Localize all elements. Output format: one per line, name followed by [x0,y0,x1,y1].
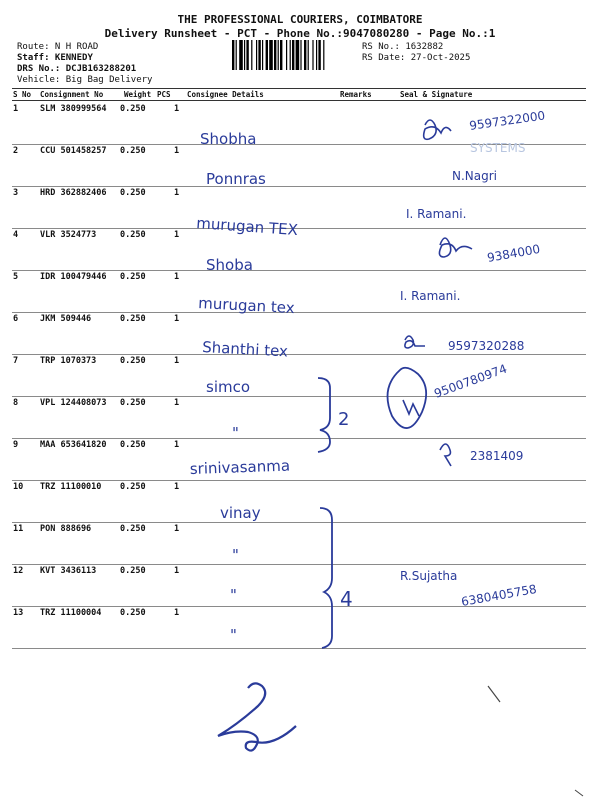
pcs-cell: 1 [174,608,180,618]
table-row [12,606,586,649]
sno-cell: 1 [13,104,19,114]
pcs-cell: 1 [174,440,180,450]
col-pcs: PCS [157,90,171,99]
pcs-cell: 1 [174,104,180,114]
handwritten-consignee: Shobha [200,130,257,148]
staff-label: Staff: KENNEDY [17,53,93,63]
weight-cell: 0.250 [120,104,146,114]
consignment-cell: PON 888696 [40,524,92,534]
weight-cell: 0.250 [120,356,146,366]
sno-cell: 13 [13,608,24,618]
sno-cell: 7 [13,356,19,366]
weight-cell: 0.250 [120,272,146,282]
sno-cell: 11 [13,524,24,534]
handwritten-seal-signature: 9597322000 [468,108,547,133]
handwritten-consignee: srinivasanma [189,456,291,478]
weight-cell: 0.250 [120,566,146,576]
header-bottom-rule [12,100,586,101]
page-title: THE PROFESSIONAL COURIERS, COIMBATORE [177,13,423,26]
sno-cell: 12 [13,566,24,576]
handwritten-seal-signature: 9384000 [486,241,542,265]
table-row [12,396,586,439]
table-row [12,480,586,523]
drs-number: DRS No.: DCJB163288201 [17,64,137,74]
rs-number: RS No.: 1632882 [362,42,444,52]
handwritten-consignee: Shanthi tex [201,338,289,361]
handwritten-seal-signature: 9500780974 [432,361,509,401]
handwritten-seal-signature: 6380405758 [460,581,538,609]
consignment-cell: KVT 3436113 [40,566,97,576]
pcs-cell: 1 [174,272,180,282]
weight-cell: 0.250 [120,608,146,618]
consignment-cell: TRP 1070373 [40,356,97,366]
weight-cell: 0.250 [120,230,146,240]
consignment-cell: TRZ 11100010 [40,482,102,492]
pcs-cell: 1 [174,566,180,576]
handwritten-seal-signature: 2381409 [470,449,524,463]
consignment-cell: JKM 509446 [40,314,92,324]
pen-mark [488,686,500,702]
consignment-cell: TRZ 11100004 [40,608,102,618]
table-row [12,312,586,355]
col-consignee: Consignee Details [187,90,264,99]
weight-cell: 0.250 [120,440,146,450]
weight-cell: 0.250 [120,398,146,408]
table-row [12,564,586,607]
table-row [12,270,586,313]
handwritten-consignee: " [232,424,239,442]
col-consignment: Consignment No [40,90,104,99]
weight-cell: 0.250 [120,482,146,492]
sno-cell: 2 [13,146,19,156]
sno-cell: 6 [13,314,19,324]
sno-cell: 5 [13,272,19,282]
consignment-cell: MAA 653641820 [40,440,107,450]
consignment-cell: SLM 380999564 [40,104,107,114]
bracket-count-a: 2 [338,409,350,430]
weight-cell: 0.250 [120,146,146,156]
barcode-image [232,40,356,70]
table-row [12,438,586,481]
bracket-count-b: 4 [340,587,353,611]
handwritten-consignee: Ponnras [206,170,266,188]
consignment-cell: VLR 3524773 [40,230,97,240]
route-label: Route: N H ROAD [17,42,99,52]
consignment-cell: IDR 100479446 [40,272,107,282]
pcs-cell: 1 [174,398,180,408]
consignment-cell: HRD 362882406 [40,188,107,198]
weight-cell: 0.250 [120,524,146,534]
handwritten-consignee: murugan tex [197,294,296,318]
pcs-cell: 1 [174,146,180,156]
vehicle-label: Vehicle: Big Bag Delivery [17,75,153,85]
table-row [12,144,586,187]
bottom-signature [218,683,296,750]
table-row [12,354,586,397]
sno-cell: 4 [13,230,19,240]
handwritten-consignee: " [230,586,237,604]
handwritten-consignee: vinay [220,504,261,522]
handwritten-seal-signature: 9597320288 [448,339,525,353]
table-row [12,102,586,145]
handwritten-seal-signature: I. Ramani. [400,289,461,303]
pen-mark [575,790,583,796]
table-row [12,186,586,229]
handwritten-seal-signature: I. Ramani. [406,207,467,221]
sno-cell: 9 [13,440,19,450]
weight-cell: 0.250 [120,314,146,324]
handwritten-consignee: simco [206,378,251,396]
col-seal-signature: Seal & Signature [400,90,473,99]
table-row [12,522,586,565]
pcs-cell: 1 [174,188,180,198]
sno-cell: 3 [13,188,19,198]
header-top-rule [12,88,586,89]
runsheet-subtitle: Delivery Runsheet - PCT - Phone No.:9047080280 - Page No.:1 [104,27,496,40]
handwritten-seal-signature: R.Sujatha [400,569,458,583]
consignment-cell: VPL 124408073 [40,398,107,408]
col-weight: Weight [124,90,152,99]
sno-cell: 10 [13,482,24,492]
handwritten-consignee: Shoba [206,256,253,274]
col-sno: S No [13,90,32,99]
col-remarks: Remarks [340,90,372,99]
pcs-cell: 1 [174,356,180,366]
handwritten-consignee: " [230,626,237,644]
pcs-cell: 1 [174,230,180,240]
handwritten-consignee: " [232,546,239,564]
handwritten-consignee: murugan TEX [195,214,299,240]
weight-cell: 0.250 [120,188,146,198]
table-row [12,228,586,271]
sno-cell: 8 [13,398,19,408]
pcs-cell: 1 [174,314,180,324]
pcs-cell: 1 [174,482,180,492]
faint-stamp-text: SYSTEMS [470,141,526,155]
rs-date: RS Date: 27-Oct-2025 [362,53,471,63]
pcs-cell: 1 [174,524,180,534]
handwritten-seal-signature: N.Nagri [452,169,498,183]
consignment-cell: CCU 501458257 [40,146,107,156]
